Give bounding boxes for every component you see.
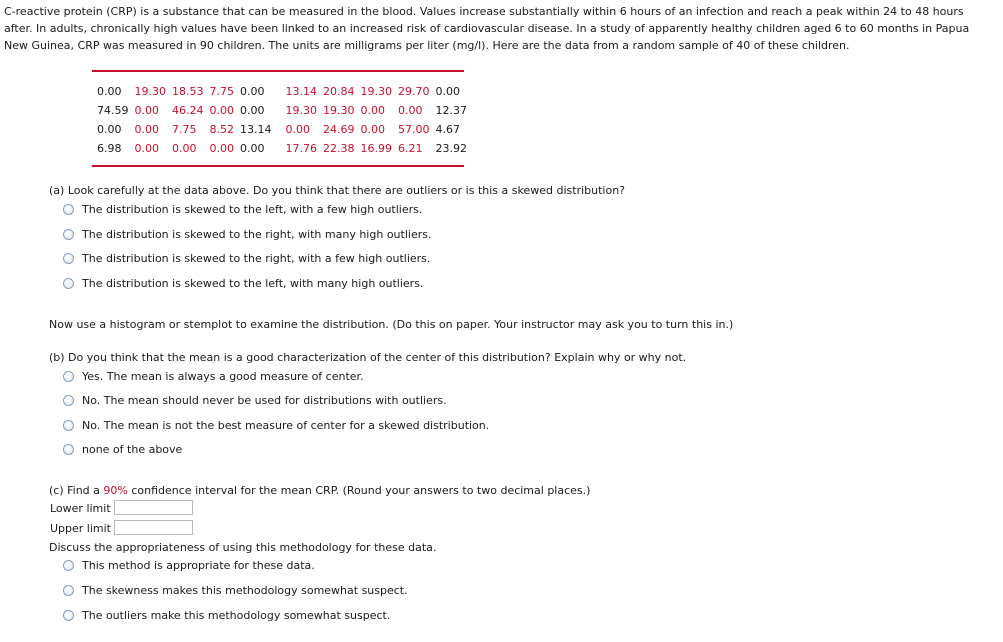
crp-data-table (92, 70, 467, 167)
option-label: none of the above (82, 442, 183, 456)
option-a-1[interactable] (63, 201, 422, 217)
option-b-2[interactable] (63, 392, 447, 408)
data-cell: 12.37 (435, 104, 467, 117)
data-cell: 8.52 (209, 123, 234, 136)
question-a: (a) Look carefully at the data above. Do you think that there are outliers or is this a skewed distribution? (49, 184, 626, 197)
data-cell: 19.30 (134, 85, 166, 98)
option-label: Yes. The mean is always a good measure of center. (82, 369, 364, 383)
data-cell: 29.70 (398, 85, 430, 98)
data-cell: 46.24 (172, 104, 204, 117)
data-cell: 19.30 (285, 104, 317, 117)
radio-button[interactable] (63, 585, 74, 596)
data-cell: 0.00 (134, 104, 159, 117)
option-label: No. The mean should never be used for distributions with outliers. (82, 393, 447, 407)
option-c-2[interactable] (63, 582, 408, 598)
radio-button[interactable] (63, 371, 74, 382)
option-label: The distribution is skewed to the right, with many high outliers. (82, 227, 432, 241)
data-cell: 0.00 (240, 85, 265, 98)
data-cell: 16.99 (360, 142, 392, 155)
data-cell: 0.00 (97, 123, 122, 136)
option-label: The distribution is skewed to the right, with a few high outliers. (82, 251, 431, 265)
data-row (94, 101, 470, 120)
data-cell: 0.00 (240, 104, 265, 117)
data-cell: 0.00 (209, 142, 234, 155)
option-a-3[interactable] (63, 250, 430, 266)
question-c-suffix: confidence interval for the mean CRP. (Round your answers to two decimal places.) (127, 484, 591, 497)
data-cell: 0.00 (360, 123, 385, 136)
upper-limit-input[interactable] (114, 520, 193, 535)
data-row (94, 82, 470, 101)
option-label: The skewness makes this methodology somewhat suspect. (82, 583, 408, 597)
discuss-prompt: Discuss the appropriateness of using this methodology for these data. (49, 541, 437, 554)
data-cell: 0.00 (134, 142, 159, 155)
radio-button[interactable] (63, 610, 74, 621)
radio-button[interactable] (63, 204, 74, 215)
data-cell: 17.76 (285, 142, 317, 155)
data-cell: 20.84 (323, 85, 355, 98)
question-c (49, 484, 590, 498)
option-label: The distribution is skewed to the left, with many high outliers. (82, 276, 424, 290)
option-b-4[interactable] (63, 441, 182, 457)
data-row (94, 120, 470, 139)
radio-button[interactable] (63, 420, 74, 431)
data-cell: 7.75 (209, 85, 234, 98)
option-c-3[interactable] (63, 607, 390, 623)
intro-paragraph: C-reactive protein (CRP) is a substance that can be measured in the blood. Values increase substantially within 6 hours of an infection and reach a peak within 24 to 48 hours after. In adults, chronically high values have been linked to an increased risk of cardiovascular disease. In a study of apparently healthy children aged 6 to 60 months in Papua New Guinea, CRP was measured in 90 children. The units are milligrams per liter (mg/l). Here are the data from a random sample of 40 of these children. (4, 5, 970, 52)
data-cell: 0.00 (172, 142, 197, 155)
data-cell: 0.00 (209, 104, 234, 117)
data-cell: 74.59 (97, 104, 129, 117)
option-b-3[interactable] (63, 417, 489, 433)
data-cell: 0.00 (435, 85, 460, 98)
question-c-prefix: (c) Find a (49, 484, 104, 497)
data-cell: 4.67 (435, 123, 460, 136)
radio-button[interactable] (63, 229, 74, 240)
data-cell: 22.38 (323, 142, 355, 155)
data-cell: 19.30 (360, 85, 392, 98)
data-cell: 57.00 (398, 123, 430, 136)
data-cell: 0.00 (398, 104, 423, 117)
data-cell: 13.14 (240, 123, 272, 136)
option-label: No. The mean is not the best measure of center for a skewed distribution. (82, 418, 490, 432)
option-a-2[interactable] (63, 226, 431, 242)
radio-button[interactable] (63, 253, 74, 264)
lower-limit-input[interactable] (114, 500, 193, 515)
data-cell: 0.00 (97, 85, 122, 98)
lower-limit-label: Lower limit (50, 502, 111, 515)
confidence-level: 90% (103, 484, 128, 497)
radio-button[interactable] (63, 560, 74, 571)
data-cell: 6.98 (97, 142, 122, 155)
histogram-note: Now use a histogram or stemplot to examine the distribution. (Do this on paper. Your instructor may ask you to turn this in.) (49, 318, 734, 331)
data-cell: 18.53 (172, 85, 204, 98)
data-cell: 6.21 (398, 142, 423, 155)
radio-button[interactable] (63, 278, 74, 289)
option-b-1[interactable] (63, 368, 364, 384)
data-cell: 7.75 (172, 123, 197, 136)
data-cell: 19.30 (323, 104, 355, 117)
data-row (94, 139, 470, 158)
option-a-4[interactable] (63, 275, 423, 291)
option-label: The outliers make this methodology somewhat suspect. (82, 608, 391, 622)
option-label: The distribution is skewed to the left, with a few high outliers. (82, 202, 423, 216)
upper-limit-label: Upper limit (50, 522, 111, 535)
radio-button[interactable] (63, 444, 74, 455)
option-label: This method is appropriate for these data. (82, 558, 315, 572)
data-cell: 24.69 (323, 123, 355, 136)
radio-button[interactable] (63, 395, 74, 406)
data-cell: 0.00 (285, 123, 310, 136)
option-c-1[interactable] (63, 557, 315, 573)
data-cell: 13.14 (285, 85, 317, 98)
data-cell: 0.00 (134, 123, 159, 136)
question-b: (b) Do you think that the mean is a good characterization of the center of this distribution? Explain why or why not. (49, 351, 687, 364)
data-cell: 23.92 (435, 142, 467, 155)
data-cell: 0.00 (240, 142, 265, 155)
data-cell: 0.00 (360, 104, 385, 117)
